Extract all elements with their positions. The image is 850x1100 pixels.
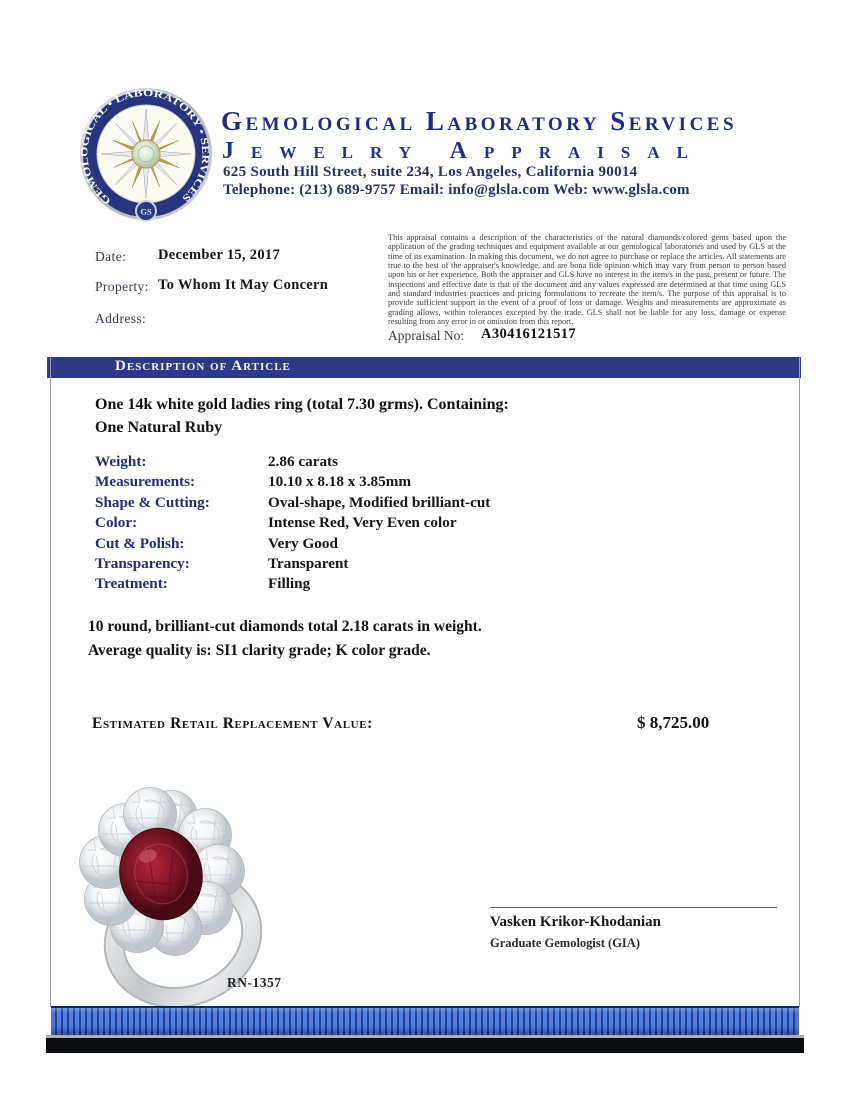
replacement-value-amount: $ 8,725.00 [637,713,710,732]
date-label: Date: [95,249,127,264]
org-contact: Telephone: (213) 689-9757 Email: info@glsla.com Web: www.glsla.com [223,182,690,198]
article-intro-line1: One 14k white gold ladies ring (total 7.30 grms). Containing: [95,396,509,413]
disclaimer-text: This appraisal contains a description of the characteristics of the natural diamonds/colored gems based upon the application of the grading techniques and equipment available at our gemological laboratories and used by GLS at the time of its examination. In making this document, we do not agree to purchase or replace the articles. All statements are true to the best of the appraiser's knowledge, and are bona fide opinion which may vary from person to person based upon his or her experience. Both the appraiser and GLS have no interest in the item/s in the past, present or future. The inspections and effective date is that of the document and any values expressed are determined at that time using GLS and standard industries practices and pricing formulations to recreate the item/s. The purpose of this appraisal is to provide sufficient support in the event of a proof of loss or damage. Weights and measurements are approximate as grading allows, within tolerances excepted by the trade. GLS shall not be liable for any loss, damage or expense resulting from any error in or omission from this report. [388,233,786,327]
frame-left-border [50,357,51,1007]
prop-value-color: Intense Red, Very Even color [268,514,457,531]
date-value: December 15, 2017 [158,247,281,263]
property-value: To Whom It May Concern [158,277,329,293]
replacement-value-label: Estimated Retail Replacement Value: [92,715,373,732]
property-label: Property: [95,279,149,294]
org-name: Gemological Laboratory Services [221,106,738,136]
prop-label-treatment: Treatment: [95,575,168,592]
appraiser-name: Vasken Krikor-Khodanian [490,914,662,930]
appraisal-no-value: A30416121517 [481,326,577,342]
prop-value-weight: 2.86 carats [268,453,339,470]
prop-label-color: Color: [95,514,138,531]
section-title: Description of Article [115,358,291,374]
bottom-stripe-band [51,1006,799,1035]
photo-reference: RN-1357 [227,975,282,990]
seal-center-gem [132,140,160,168]
diamonds-line1: 10 round, brilliant-cut diamonds total 2.18 carats in weight. [88,618,482,635]
prop-label-shape: Shape & Cutting: [95,494,210,511]
org-address: 625 South Hill Street, suite 234, Los Angeles, California 90014 [223,164,638,180]
appraiser-title: Graduate Gemologist (GIA) [490,936,640,950]
gls-seal-logo [76,84,216,224]
prop-value-treatment: Filling [268,575,311,592]
prop-value-transparency: Transparent [268,555,349,572]
article-intro-line2: One Natural Ruby [95,419,223,436]
prop-label-weight: Weight: [95,453,147,470]
bottom-black-bar [46,1035,804,1053]
prop-label-transparency: Transparency: [95,555,190,572]
prop-label-cut-polish: Cut & Polish: [95,535,185,552]
diamonds-line2: Average quality is: SI1 clarity grade; K color grade. [88,642,431,659]
seal-monogram: GS [140,206,152,217]
doc-type-title: Jewelry Appraisal [222,138,705,164]
signature-line [490,907,777,908]
ring-photo [60,786,332,1006]
appraisal-no-label: Appraisal No: [388,328,465,343]
prop-label-measurements: Measurements: [95,473,196,490]
prop-value-cut-polish: Very Good [268,535,338,552]
prop-value-measurements: 10.10 x 8.18 x 3.85mm [268,473,412,490]
address-label: Address: [95,311,147,326]
frame-right-border [799,357,800,1007]
prop-value-shape: Oval-shape, Modified brilliant-cut [268,494,491,511]
seal-circular-text: GEMOLOGICAL • LABORATORY • SERVICES [79,87,211,207]
